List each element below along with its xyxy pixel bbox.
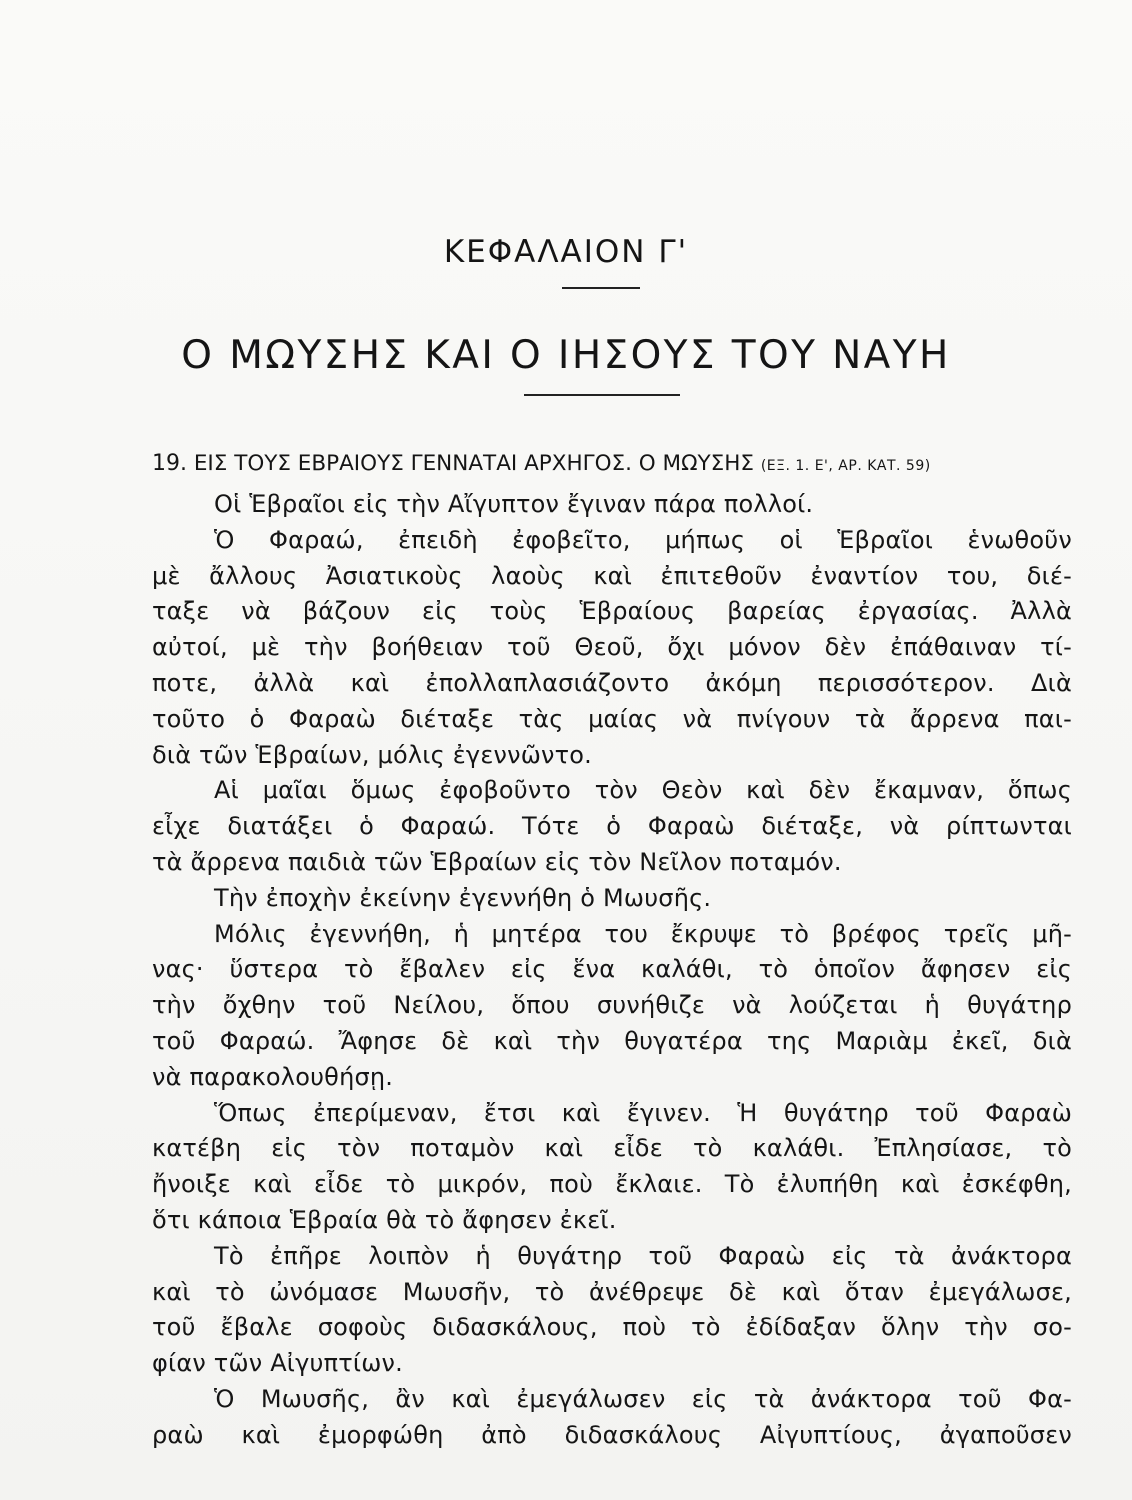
- text-line: ταξε νὰ βάζουν εἰς τοὺς Ἑβραίους βαρείας ἐργασίας. Ἀλλὰ: [152, 597, 1072, 626]
- text-line: τὰ ἄρρενα παιδιὰ τῶν Ἑβραίων εἰς τὸν Νεῖλον ποταμόν.: [152, 847, 842, 876]
- section-heading: [152, 450, 1092, 480]
- text-line: Τὴν ἐποχὴν ἐκείνην ἐγεννήθη ὁ Μωυσῆς.: [214, 883, 712, 912]
- chapter-title: Ο ΜΩΥΣΗΣ ΚΑΙ Ο ΙΗΣΟΥΣ ΤΟΥ ΝΑΥΗ: [181, 333, 951, 378]
- text-line: ποτε, ἀλλὰ καὶ ἐπολλαπλασιάζοντο ἀκόμη περισσότερον. Διὰ: [152, 668, 1072, 697]
- text-line: Αἱ μαῖαι ὅμως ἐφοβοῦντο τὸν Θεὸν καὶ δὲν ἔκαμναν, ὅπως: [214, 776, 1072, 805]
- text-line: τοῦ Φαραώ. Ἄφησε δὲ καὶ τὴν θυγατέρα της Μαριὰμ ἐκεῖ, διὰ: [152, 1026, 1072, 1055]
- text-line: εἶχε διατάξει ὁ Φαραώ. Τότε ὁ Φαραὼ διέταξε, νὰ ρίπτωνται: [152, 812, 1072, 841]
- text-line: ραὼ καὶ ἐμορφώθη ἀπὸ διδασκάλους Αἰγυπτίους, ἀγαποῦσεν: [152, 1420, 1072, 1449]
- text-line: κατέβη εἰς τὸν ποταμὸν καὶ εἶδε τὸ καλάθι. Ἐπλησίασε, τὸ: [152, 1134, 1072, 1163]
- text-line: τοῦ ἔβαλε σοφοὺς διδασκάλους, ποὺ τὸ ἐδίδαξαν ὅλην τὴν σο-: [152, 1313, 1072, 1342]
- text-line: τὴν ὄχθην τοῦ Νείλου, ὅπου συνήθιζε νὰ λούζεται ἡ θυγάτηρ: [152, 991, 1072, 1020]
- section-reference: (ΕΞ. 1. Ε', ΑΡ. ΚΑΤ. 59): [760, 458, 931, 474]
- text-line: Ὁ Μωυσῆς, ἂν καὶ ἐμεγάλωσεν εἰς τὰ ἀνάκτορα τοῦ Φα-: [214, 1384, 1072, 1413]
- body-text: [152, 487, 1072, 1454]
- text-line: Μόλις ἐγεννήθη, ἡ μητέρα του ἔκρυψε τὸ βρέφος τρεῖς μῆ-: [214, 919, 1072, 948]
- chapter-divider: [562, 287, 640, 289]
- title-divider: [524, 394, 680, 396]
- chapter-heading: ΚΕΦΑΛΑΙΟΝ Γ': [443, 234, 689, 270]
- text-line: Ὅπως ἐπερίμεναν, ἔτσι καὶ ἔγινεν. Ἡ θυγάτηρ τοῦ Φαραὼ: [214, 1098, 1072, 1127]
- text-line: διὰ τῶν Ἑβραίων, μόλις ἐγεννῶντο.: [152, 740, 592, 769]
- text-line: ἤνοιξε καὶ εἶδε τὸ μικρόν, ποὺ ἔκλαιε. Τὸ ἐλυπήθη καὶ ἐσκέφθη,: [152, 1170, 1072, 1199]
- text-line: αὐτοί, μὲ τὴν βοήθειαν τοῦ Θεοῦ, ὄχι μόνον δὲν ἐπάθαιναν τί-: [152, 633, 1072, 662]
- text-line: καὶ τὸ ὠνόμασε Μωυσῆν, τὸ ἀνέθρεψε δὲ καὶ ὅταν ἐμεγάλωσε,: [152, 1277, 1072, 1306]
- text-line: Τὸ ἐπῆρε λοιπὸν ἡ θυγάτηρ τοῦ Φαραὼ εἰς τὰ ἀνάκτορα: [214, 1241, 1072, 1270]
- text-line: μὲ ἄλλους Ἀσιατικοὺς λαοὺς καὶ ἐπιτεθοῦν ἐναντίον του, διέ-: [152, 561, 1072, 590]
- text-line: νὰ παρακολουθήσῃ.: [152, 1062, 394, 1091]
- section-title: ΕΙΣ ΤΟΥΣ ΕΒΡΑΙΟΥΣ ΓΕΝΝΑΤΑΙ ΑΡΧΗΓΟΣ. Ο ΜΩΥΣΗΣ: [193, 451, 754, 476]
- text-line: Ὁ Φαραώ, ἐπειδὴ ἐφοβεῖτο, μήπως οἱ Ἑβραῖοι ἑνωθοῦν: [214, 525, 1072, 554]
- text-line: τοῦτο ὁ Φαραὼ διέταξε τὰς μαίας νὰ πνίγουν τὰ ἄρρενα παι-: [152, 704, 1072, 733]
- text-line: Οἱ Ἑβραῖοι εἰς τὴν Αἴγυπτον ἔγιναν πάρα πολλοί.: [214, 490, 814, 518]
- section-number: 19.: [152, 451, 187, 476]
- text-line: νας· ὕστερα τὸ ἔβαλεν εἰς ἕνα καλάθι, τὸ ὁποῖον ἄφησεν εἰς: [152, 955, 1072, 984]
- text-line: ὅτι κάποια Ἑβραία θὰ τὸ ἄφησεν ἐκεῖ.: [152, 1205, 617, 1234]
- text-line: φίαν τῶν Αἰγυπτίων.: [152, 1349, 403, 1378]
